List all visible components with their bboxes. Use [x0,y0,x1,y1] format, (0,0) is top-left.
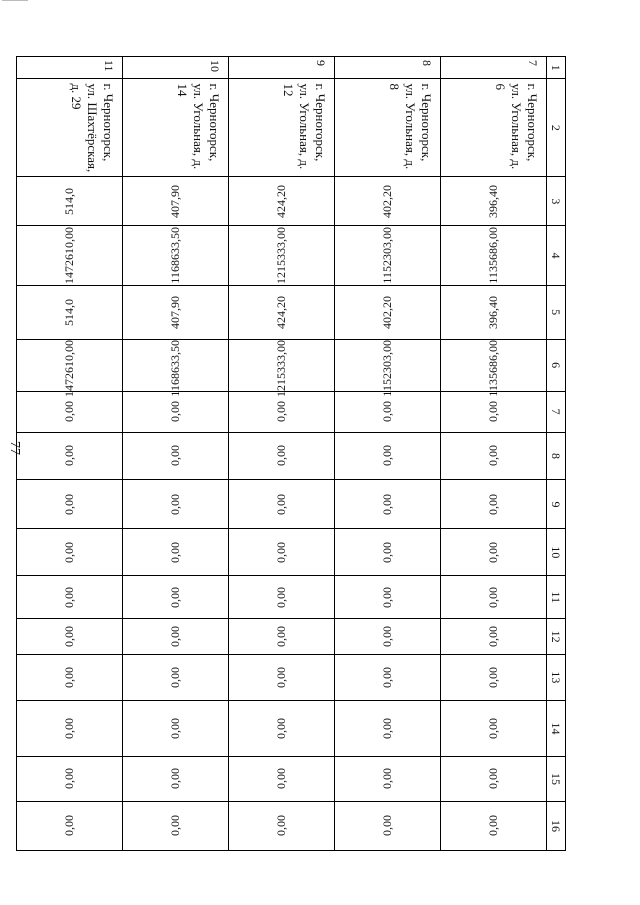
value-text: 0,00 [380,541,394,563]
value-text: 0,00 [168,626,182,648]
value-text: 0,00 [274,626,288,648]
column-number-4: 4 [547,226,566,285]
value-cell [229,177,335,226]
value-cell [17,226,123,285]
column-number-14: 14 [547,700,566,756]
value-cell [17,619,123,655]
value-cell [335,391,441,432]
value-text: 0,00 [62,445,76,467]
address-line: г. Черногорск, [101,83,116,162]
value-text: 1472610,00 [62,339,76,397]
value-text: 0,00 [62,717,76,739]
value-text: 402,20 [380,184,394,218]
column-number-15: 15 [547,757,566,802]
value-text: 0,00 [380,768,394,790]
value-text: 0,00 [274,666,288,688]
value-cell [335,177,441,226]
value-text: 0,00 [168,493,182,515]
value-cell [17,391,123,432]
value-text: 424,20 [274,295,288,329]
value-cell [229,391,335,432]
value-cell [229,654,335,700]
value-text: 1135686,00 [486,339,500,397]
value-cell [441,480,547,529]
value-cell [441,654,547,700]
value-cell [229,285,335,339]
value-cell [441,529,547,576]
value-text: 0,00 [380,445,394,467]
value-text: 0,00 [486,815,500,837]
value-text: 407,90 [168,184,182,218]
value-cell [123,801,229,850]
value-cell [335,576,441,619]
value-cell [17,576,123,619]
table-row [229,57,335,851]
value-text: 0,00 [274,541,288,563]
value-cell [335,529,441,576]
value-text: 0,00 [168,445,182,467]
value-text: 1135686,00 [486,227,500,284]
value-text: 402,20 [380,295,394,329]
value-text: 0,00 [274,493,288,515]
address-line: ул. Шахтёрская, [85,83,100,173]
value-text: 0,00 [62,666,76,688]
value-text: 0,00 [486,586,500,608]
value-text: 0,00 [168,541,182,563]
data-table-container [62,56,566,851]
value-cell [123,480,229,529]
value-text: 0,00 [168,586,182,608]
column-number-12: 12 [547,619,566,655]
value-text: 0,00 [486,626,500,648]
address-line: г. Черногорск, [313,83,328,162]
value-text: 0,00 [486,541,500,563]
address-cell [335,79,441,177]
value-text: 1215333,00 [274,339,288,397]
value-cell [335,432,441,480]
address-cell [123,79,229,177]
value-cell [335,757,441,802]
value-text: 1168633,50 [168,227,182,284]
value-cell [123,576,229,619]
value-cell [335,700,441,756]
address-line: г. Черногорск, [419,83,434,162]
value-text: 0,00 [168,401,182,423]
value-cell [229,700,335,756]
value-cell [335,480,441,529]
value-cell [229,757,335,802]
value-text: 0,00 [62,586,76,608]
value-text: 1215333,00 [274,226,288,284]
value-text: 0,00 [274,586,288,608]
value-text: 1152303,00 [380,227,394,284]
value-cell [123,339,229,397]
column-number-9: 9 [547,480,566,529]
value-text: 0,00 [62,401,76,423]
value-cell [17,339,123,397]
value-cell [17,529,123,576]
column-number-3: 3 [547,177,566,226]
value-cell [17,654,123,700]
row-number: 9 [229,57,335,79]
value-text: 0,00 [62,541,76,563]
value-text: 0,00 [380,586,394,608]
value-text: 0,00 [274,401,288,423]
value-cell [17,801,123,850]
value-text: 0,00 [380,626,394,648]
value-cell [123,700,229,756]
value-text: 1472610,00 [62,226,76,284]
column-number-8: 8 [547,432,566,480]
address-line: ул. Угольная, д. 8 [387,83,418,170]
value-cell [441,285,547,339]
value-cell [335,226,441,285]
value-cell [17,700,123,756]
value-text: 0,00 [274,768,288,790]
value-cell [441,177,547,226]
scan-edge-mark [2,0,28,1]
row-number: 8 [335,57,441,79]
value-text: 396,40 [486,184,500,218]
value-text: 0,00 [486,717,500,739]
address-line: д. 29 [69,83,84,110]
value-text: 0,00 [274,815,288,837]
value-cell [441,700,547,756]
value-cell [229,529,335,576]
value-cell [123,432,229,480]
address-line: ул. Угольная, д. 12 [281,83,312,170]
value-cell [123,757,229,802]
value-cell [441,432,547,480]
row-number: 11 [17,57,123,79]
table-row [123,57,229,851]
value-cell [335,339,441,397]
value-cell [335,285,441,339]
column-number-11: 11 [547,576,566,619]
value-text: 0,00 [486,666,500,688]
value-cell [441,576,547,619]
column-number-16: 16 [547,801,566,850]
value-cell [441,226,547,285]
value-cell [229,226,335,285]
value-text: 0,00 [486,493,500,515]
address-line: г. Черногорск, [207,83,222,162]
value-cell [123,391,229,432]
value-cell [229,576,335,619]
data-table [16,56,566,851]
value-cell [229,339,335,397]
value-text: 514,0 [62,187,76,215]
value-cell [123,619,229,655]
value-cell [123,177,229,226]
value-text: 0,00 [168,717,182,739]
value-text: 0,00 [274,445,288,467]
value-cell [229,480,335,529]
value-text: 424,20 [274,184,288,218]
value-text: 396,40 [486,295,500,329]
column-number-5: 5 [547,285,566,339]
value-cell [17,285,123,339]
value-text: 0,00 [486,768,500,790]
column-number-row [547,57,566,851]
value-text: 0,00 [380,493,394,515]
column-number-6: 6 [547,339,566,391]
value-cell [17,432,123,480]
value-text: 0,00 [168,815,182,837]
row-number: 7 [441,57,547,79]
value-text: 1152303,00 [380,339,394,397]
value-cell [123,529,229,576]
value-cell [441,339,547,397]
value-cell [229,432,335,480]
address-cell [229,79,335,177]
value-text: 1168633,50 [168,339,182,397]
value-text: 0,00 [274,717,288,739]
value-cell [335,801,441,850]
value-cell [229,619,335,655]
value-text: 0,00 [380,815,394,837]
page-number: 77 [7,441,22,455]
column-number-7: 7 [547,391,566,432]
value-cell [123,285,229,339]
column-number-10: 10 [547,529,566,576]
value-text: 0,00 [486,445,500,467]
table-row [441,57,547,851]
address-cell [441,79,547,177]
address-line: г. Черногорск, [525,83,540,162]
value-text: 0,00 [62,626,76,648]
value-text: 0,00 [168,768,182,790]
value-text: 0,00 [380,666,394,688]
value-cell [441,757,547,802]
value-text: 0,00 [486,401,500,423]
value-cell [17,177,123,226]
value-text: 407,90 [168,295,182,329]
address-cell [17,79,123,177]
value-cell [441,801,547,850]
value-text: 0,00 [62,493,76,515]
value-cell [123,654,229,700]
value-text: 0,00 [168,666,182,688]
value-cell [229,801,335,850]
value-cell [335,654,441,700]
column-number-2: 2 [547,79,566,177]
value-text: 0,00 [380,717,394,739]
value-cell [123,226,229,285]
address-line: ул. Угольная, д. 14 [175,83,206,170]
value-cell [441,391,547,432]
value-text: 0,00 [380,401,394,423]
column-number-13: 13 [547,654,566,700]
table-row [335,57,441,851]
value-text: 0,00 [62,815,76,837]
column-number-1: 1 [547,57,566,79]
table-row [17,57,123,851]
value-cell [17,480,123,529]
value-cell [441,619,547,655]
address-line: ул. Угольная, д. 6 [493,83,524,170]
value-cell [335,619,441,655]
value-cell [17,757,123,802]
value-text: 514,0 [62,298,76,326]
value-text: 0,00 [62,768,76,790]
row-number: 10 [123,57,229,79]
